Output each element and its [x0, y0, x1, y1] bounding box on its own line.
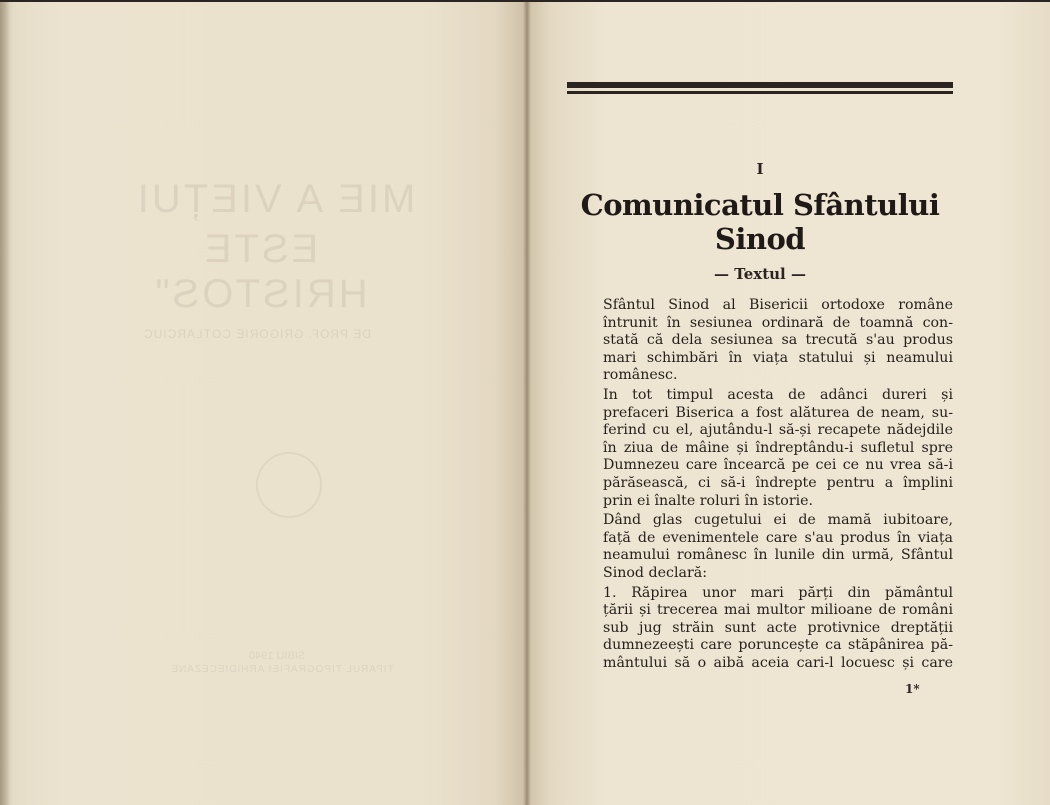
text-line: Sinod declară:	[603, 564, 707, 581]
text-line: românesc.	[603, 367, 678, 384]
text-line: sub jug străin sunt acte protivnice dreptății	[603, 619, 953, 636]
text-line: prin ei înalte roluri în istorie.	[603, 492, 814, 509]
text-line: Dând glas cugetului ei de mamă iubitoare,	[603, 512, 953, 529]
text-line: părăsească, ci să-i îndrepte pentru a împlini	[603, 474, 953, 491]
text-line: ferind cu el, ajutându-l să-și recapete nădejdile	[603, 422, 953, 439]
text-line: mari schimbări în viața statului și neamului	[603, 349, 953, 366]
chapter-subtitle: — Textul —	[714, 265, 806, 283]
bleed-through-line: MIE A VIEȚUI	[134, 177, 416, 221]
text-line: dumnezeești care poruncește ca stăpânirea pă-	[603, 637, 953, 654]
text-line: stată că dela sesiunea sa trecută s'au produs	[603, 332, 953, 349]
text-line: prefaceri Biserica a fost alăturea de neam, su-	[603, 404, 953, 421]
text-line: în ziua de mâine și îndreptându-i sufletul spre	[603, 439, 953, 456]
text-line: mântului să o aibă aceia cari-l locuesc și care	[603, 654, 953, 671]
paragraph	[571, 512, 953, 582]
seal-icon	[256, 452, 322, 518]
bleed-through-line: ESTE HRISTOS"	[152, 227, 368, 316]
text-line: Dumnezeu care încearcă pe cei ce nu vrea să-i	[603, 457, 953, 474]
chapter-title	[557, 188, 963, 256]
bleed-through-line: SIBIU 1940	[248, 650, 306, 662]
text-line: 1. Răpirea unor mari părți din pământul	[603, 584, 953, 601]
text-line: In tot timpul acesta de adânci dureri și	[603, 386, 953, 403]
paragraph	[571, 297, 953, 385]
body-text	[571, 297, 953, 674]
chapter-number: I	[756, 160, 764, 178]
text-line: întrunit în sesiunea ordinară de toamnă con-	[603, 314, 953, 331]
chapter-title-line: Sinod	[714, 222, 806, 256]
text-line: țării și trecerea mai multor milioane de români	[603, 602, 953, 619]
text-line: neamului românesc în lunile din urmă, Sfântul	[603, 547, 953, 564]
right-page	[527, 2, 1050, 805]
header-rule	[567, 91, 953, 94]
text-line: Sfântul Sinod al Bisericii ortodoxe române	[603, 297, 953, 313]
paragraph	[571, 387, 953, 510]
bleed-through-line: TIPARUL TIPOGRAFIEI ARHIDIECEZANE	[170, 664, 394, 675]
paragraph	[571, 585, 953, 673]
header-rule	[567, 82, 953, 88]
book-gutter	[523, 0, 531, 805]
page-folio: 1*	[905, 682, 920, 696]
left-page	[0, 2, 527, 805]
bleed-through-text	[0, 2, 527, 805]
bleed-through-line: DE PROF. GRIGORIE COTLARCIUC	[142, 327, 372, 341]
chapter-title-line: Comunicatul Sfântului	[580, 188, 940, 222]
text-line: față de evenimentele care s'au produs în viața	[603, 529, 953, 546]
